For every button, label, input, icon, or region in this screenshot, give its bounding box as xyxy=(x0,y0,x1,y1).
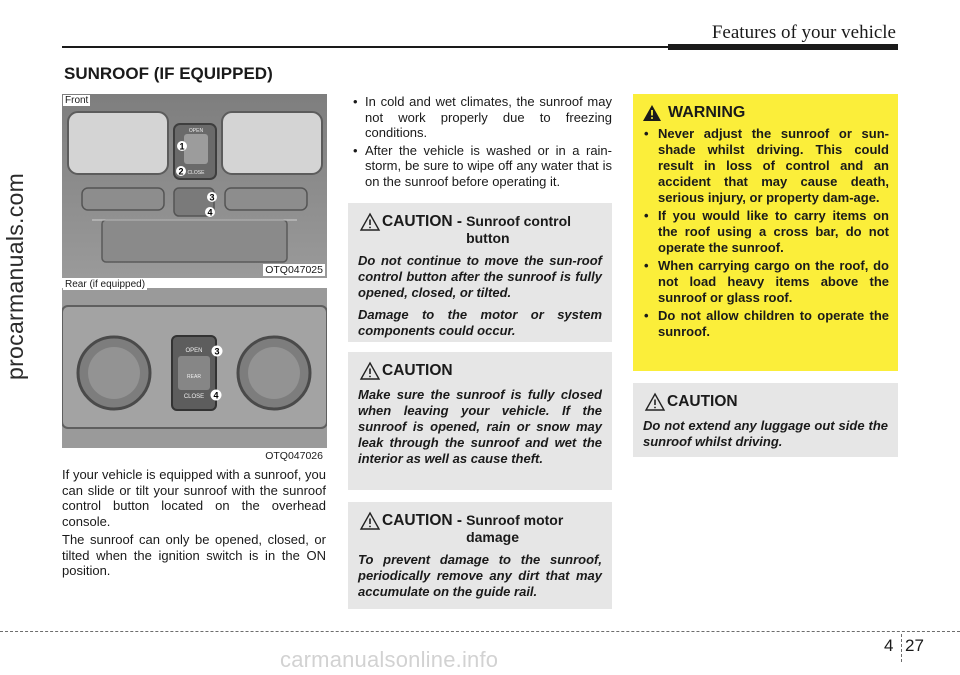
caution-text: To prevent damage to the sunroof, periodically remove any dirt that may accumulate on the guide rail. xyxy=(358,552,602,599)
front-console-illustration xyxy=(62,94,327,278)
warning-item: • Never adjust the sunroof or sun-shade whilst driving. This could result in loss of control and an accident that may cause death, serious injury, or property dam-age. xyxy=(642,126,889,206)
rear-rear-label: REAR xyxy=(187,374,201,380)
bullet-item: • In cold and wet climates, the sunroof may not work properly due to freezing conditions. xyxy=(348,94,612,141)
caution-title: CAUTION - xyxy=(382,512,463,529)
warning-item: • When carrying cargo on the roof, do not load heavy items above the sunroof or glass roof. xyxy=(642,258,889,306)
caution-text: Do not continue to move the sun-roof control button after the sunroof is fully opened, closed, or tilted. xyxy=(358,253,602,300)
front-marker-2: 2 xyxy=(178,166,184,177)
caution-text: Do not extend any luggage out side the sunroof whilst driving. xyxy=(643,418,888,449)
bottom-watermark: carmanualsonline.info xyxy=(280,647,499,672)
caution-title: CAUTION - xyxy=(382,213,463,230)
header-title: Features of your vehicle xyxy=(711,22,896,43)
front-photo-label: Front xyxy=(65,95,89,106)
header-bar xyxy=(668,44,898,50)
rear-marker-3: 3 xyxy=(214,346,220,357)
front-open-label: OPEN xyxy=(188,128,204,134)
warning-item: • Do not allow children to operate the sunroof. xyxy=(642,308,889,340)
body-paragraph: If your vehicle is equipped with a sunroof, you can slide or tilt your sunroof with the sunroof control button located on the overhead console. xyxy=(62,467,326,529)
caution-triangle-icon xyxy=(643,392,667,412)
rear-close-label: CLOSE xyxy=(183,394,205,400)
front-console-photo xyxy=(62,94,327,278)
caution-box-close-sunroof xyxy=(348,352,612,490)
caution-triangle-icon xyxy=(358,212,382,232)
page-divider xyxy=(901,634,902,662)
chapter-number: 4 xyxy=(884,636,894,655)
caution-title: CAUTION xyxy=(667,393,738,410)
side-watermark: procarmanuals.com xyxy=(2,172,28,380)
rear-console-illustration xyxy=(62,278,327,464)
body-paragraph: The sunroof can only be opened, closed, or tilted when the ignition switch is in the ON position. xyxy=(62,532,326,578)
rear-marker-4: 4 xyxy=(213,390,219,401)
front-marker-4: 4 xyxy=(207,207,213,218)
caution-subtitle: Sunroof motor damage xyxy=(466,512,564,545)
section-title: SUNROOF (IF EQUIPPED) xyxy=(64,64,273,83)
front-marker-3: 3 xyxy=(209,192,215,203)
page-number: 27 xyxy=(905,636,924,655)
warning-title: WARNING xyxy=(668,104,746,121)
caution-subtitle: Sunroof control button xyxy=(466,213,572,246)
front-close-label: CLOSE xyxy=(187,170,205,176)
warning-item: • If you would like to carry items on the roof using a cross bar, do not operate the sunroof. xyxy=(642,208,889,256)
warning-box xyxy=(633,94,898,371)
body-text xyxy=(62,467,326,582)
front-marker-1: 1 xyxy=(179,141,185,152)
rear-photo-label: Rear (if equipped) xyxy=(65,279,146,290)
rear-console-photo xyxy=(62,278,327,464)
rear-photo-code: OTQ047026 xyxy=(265,450,323,462)
caution-triangle-icon xyxy=(358,361,382,381)
caution-title: CAUTION xyxy=(382,362,453,379)
caution-box-control-button xyxy=(348,203,612,342)
bullet-list xyxy=(348,94,612,191)
warning-triangle-icon xyxy=(642,104,662,122)
caution-text: Make sure the sunroof is fully closed when leaving your vehicle. If the sunroof is opened, rain or snow may leak through the sunroof and wet the interior as well as cause theft. xyxy=(358,387,602,466)
caution-box-luggage xyxy=(633,383,898,457)
caution-text: Damage to the motor or system components could occur. xyxy=(358,307,602,338)
bullet-item: • After the vehicle is washed or in a rain-storm, be sure to wipe off any water that is on the sunroof before operating it. xyxy=(348,143,612,190)
rear-open-label: OPEN xyxy=(185,348,203,354)
caution-box-motor-damage xyxy=(348,502,612,609)
caution-triangle-icon xyxy=(358,511,382,531)
front-photo-code: OTQ047025 xyxy=(265,264,323,276)
footer-rule xyxy=(0,631,960,632)
